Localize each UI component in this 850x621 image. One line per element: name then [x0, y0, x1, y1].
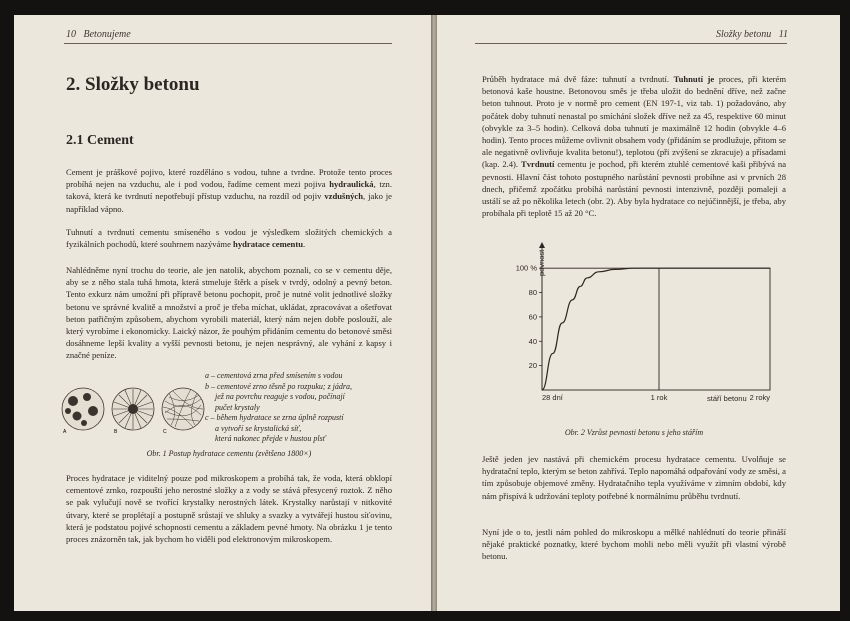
- right-running-header: [700, 29, 788, 40]
- left-header-rule: [64, 43, 392, 44]
- section-title: 2.1 Cement: [66, 133, 134, 148]
- left-paragraph-3: Nahlédněme nyní trochu do teorie, ale jen natolik, abychom poznali, co se v cementu děje, aby se z něho stala tuhá hmota, která stmeluje štěrk a písek v tvrdý, odolný a pevný beton. Tento exkurz nám umožní při přípravě betonu pochopit, proč je nutné volit jednotlivé složky betonu ve správné kvalitě a množství a proč je třeba míchat, ukládat, zpracovávat a ošetřovat beton patřičným způsobem, abychom vyrobili materiál, který nám nejen dobře poslouží, ale který vyrobíme i ekonomicky. Laický názor, že pouhým přidáním cementu do betonové směsi dosáhneme lepší kvality a vyšší pevnosti betonu, je nejen nesprávný, ale vyhání z kapsy i značné peníze.: [66, 265, 392, 361]
- right-header-rule: [475, 43, 787, 44]
- figure-1-legend: [205, 371, 395, 445]
- y-tick-label: 80: [528, 288, 537, 298]
- plot-frame: [542, 268, 770, 390]
- y-axis-arrow: [539, 242, 545, 248]
- chapter-title: 2. Složky betonu: [66, 74, 200, 95]
- figure-2-caption: Obr. 2 Vzrůst pevnosti betonu s jeho stářím: [564, 428, 704, 437]
- legend-line: jež na povrchu reaguje s vodou, počínají: [205, 392, 345, 401]
- y-tick-label: 60: [528, 312, 537, 322]
- right-page-number: 11: [778, 29, 788, 40]
- micrograph-c: [162, 388, 204, 430]
- micrograph-b-label: B: [114, 429, 118, 435]
- micrograph-c-label: C: [163, 429, 167, 435]
- right-paragraph-1: Průběh hydratace má dvě fáze: tuhnutí a tvrdnutí. Tuhnutí je proces, při kterém betonová kaše houstne. Betonovou směs je třeba uložit do bednění dříve, než začne beton tuhnout. Proto je v normě pro cement (EN 197-1, viz tab. 1) požadováno, aby počátek doby tuhnutí nenastal po smíchání složek dříve než za 45, respektive 60 minut (obvykle za 3–5 hodin). Celková doba tuhnutí je maximálně 12 hodin (obvykle 4–6 hodin). Tento proces můžeme ovlivnit obsahem vody (přidáním se prodlužuje, přitom se ale negativně ovlivňuje kvalita betonu!), teplotou (při zvýšení se zkracuje) a přísadami (kap. 2.4). Tvrdnutí cementu je pochod, při kterém ztuhlé cementové kaši přibývá na pevnosti. Hlavní část tohoto postupného narůstání pevnosti probíhne asi v prvních 28 dnech, přičemž zpočátku probíhá narůstání pevnosti intenzivně, později pomaleji a ustálí se až po několika letech (obr. 2). Aby byla hydratace co nejúčinnější, je třeba, aby probíhala při teplotě 15 až 20 °C.: [482, 74, 787, 219]
- micrograph-a: [62, 388, 104, 430]
- left-header-title: Betonujeme: [83, 29, 131, 40]
- right-paragraph-2: Ještě jeden jev nastává při chemickém procesu hydratace cementu. Uvolňuje se hydratační teplo, kterým se beton zahřívá. Teplo napomáhá odpařování vody ze směsi, a tím způsobuje objemové změny. Hydratačního tepla využíváme v zimním období, kdy nám přispívá k udržování teploty potřebné k normálnímu průběhu tvrdnutí.: [482, 454, 786, 501]
- legend-line: pučet krystaly: [205, 402, 260, 412]
- legend-line: která nakonec přejde v hustou plsť: [205, 434, 326, 443]
- right-header-title: Složky betonu: [715, 29, 772, 40]
- y-tick-label: 40: [528, 336, 537, 346]
- legend-line: c – během hydratace se zrna úplně rozpustí: [205, 413, 344, 422]
- left-paragraph-4: Proces hydratace je viditelný pouze pod mikroskopem a probíhá tak, že voda, která obklopí cementové zrnko, rozpouští jeho nerostné složky a z vody se stává přesycený roztok. Z něho se pak vylučují nově se tvořící krystalky nerostných látek. Krystalky narůstají v nitkovité útvary, které se proplétají a postupně srůstají ve shluky a svazky a vytvářejí hustou síťovinu, která je podstatou pojivé schopnosti cementu a základem pevné hmoty. Na obrázku 1 je tento proces znázorněn tak, jak bychom ho viděli pod elektronovým mikroskopem.: [66, 473, 392, 545]
- strength-curve: [542, 268, 770, 390]
- figure-1-caption: Obr. 1 Postup hydratace cementu (zvětšeno 1800×): [146, 449, 312, 458]
- y-tick-label: 20: [528, 361, 537, 371]
- y-axis-label: pevnost: [537, 249, 546, 276]
- legend-line: a vytvoří se krystalická síť,: [205, 423, 302, 433]
- legend-line: a – cementová zrna před smísením s vodou: [205, 371, 343, 380]
- left-page-number: 10: [66, 29, 76, 40]
- x-tick-label: 2 roky: [749, 393, 770, 402]
- left-paragraph-2: Tuhnutí a tvrdnutí cementu smíseného s vodou je výsledkem složitých chemických a fyzikálních pochodů, které souhrnem nazýváme hydratace cementu.: [66, 227, 392, 250]
- x-axis-label: stáří betonu: [707, 394, 747, 403]
- right-paragraph-3: Nyní jde o to, jestli nám pohled do mikroskopu a mělké nahlédnutí do teorie přináší nějaké praktické poznatky, které bychom mohli nebo měli využít při vlastní výrobě betonu.: [482, 527, 786, 562]
- legend-line: b – cementové zrno těsně po rozpuku; z jádra,: [205, 381, 353, 391]
- x-tick-label: 28 dní: [542, 393, 563, 402]
- y-tick-label: 100 %: [515, 263, 537, 273]
- hydration-micrographs: [59, 383, 209, 435]
- left-running-header: [66, 29, 131, 40]
- micrograph-b: [112, 388, 154, 430]
- strength-growth-chart: [502, 238, 794, 418]
- left-paragraph-1: Cement je práškové pojivo, které rozděláno s vodou, tuhne a tvrdne. Protože tento proces probíhá nejen na vzduchu, ale i pod vodou, řadíme cement mezi pojiva hydraulická, tzn. taková, která ke tvrdnutí nepotřebují přístup vzduchu, na rozdíl od pojiv vzdušných, jako je například vápno.: [66, 167, 393, 214]
- x-tick-label: 1 rok: [650, 393, 668, 402]
- micrograph-a-label: A: [63, 429, 67, 435]
